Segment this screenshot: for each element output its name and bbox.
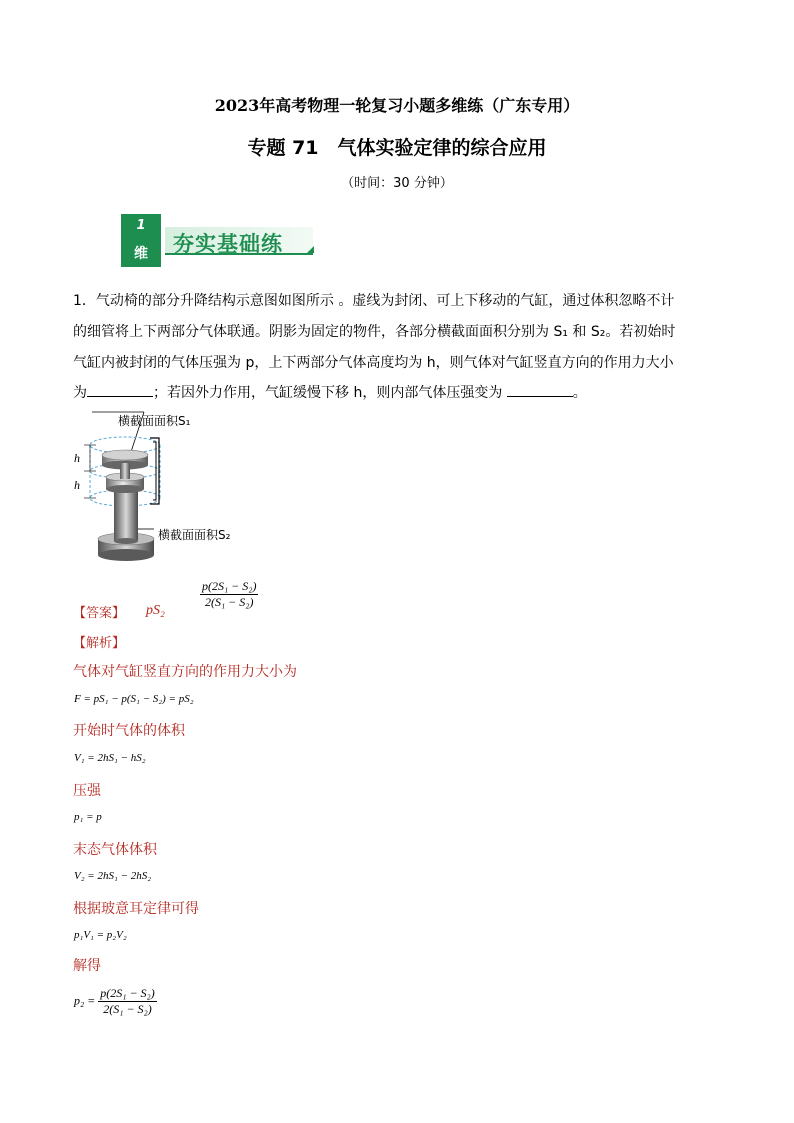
question-line-1: 1．气动椅的部分升降结构示意图如图所示 。虚线为封闭、可上下移动的气缸，通过体积忽略不计 — [73, 293, 675, 309]
analysis-eq-1: F = pS₁ − p(S₁ − S₂) = pS₂ — [74, 693, 194, 705]
chair-diagram — [70, 405, 270, 573]
answer-frac-numerator: p(2S₁ − S₂) — [202, 579, 257, 593]
h-label-bottom: h — [74, 478, 80, 492]
answer-value-2 — [200, 579, 258, 610]
analysis-eq-5: p₁V₁ = p₂V₂ — [74, 929, 127, 941]
banner-badge-number: 1 — [136, 218, 146, 233]
document-title: 2023年高考物理一轮复习小题多维练（广东专用） — [214, 96, 580, 115]
analysis-text-5: 根据玻意耳定律可得 — [73, 901, 199, 917]
analysis-eq-2: V₁ = 2hS₁ − hS₂ — [74, 752, 146, 764]
analysis-text-1: 气体对气缸竖直方向的作用力大小为 — [73, 664, 297, 680]
label-area-s2: 横截面面积S₂ — [158, 528, 231, 542]
section-banner — [121, 214, 316, 267]
question-line-2: 的细管将上下两部分气体联通。阴影为固定的物件，各部分横截面面积分别为 S₁ 和 S₂。若初始时 — [73, 324, 676, 340]
answer-blank-2 — [507, 382, 573, 397]
analysis-eq-4: V₂ = 2hS₁ − 2hS₂ — [74, 870, 152, 882]
analysis-eq-3: p₁ = p — [74, 811, 102, 823]
analysis-text-4: 末态气体体积 — [73, 842, 157, 858]
question-line-4a: 为 — [73, 385, 87, 401]
topic-title: 专题 71 气体实验定律的综合应用 — [247, 137, 547, 159]
analysis-text-3: 压强 — [73, 783, 101, 799]
answer-value-1: pS₂ — [146, 603, 165, 618]
chair-diagram-svg — [70, 405, 270, 573]
analysis-text-6: 解得 — [73, 958, 101, 974]
question-line-4b: ；若因外力作用，气缸缓慢下移 h，则内部气体压强变为 — [153, 385, 503, 401]
analysis-eq-6-denominator: 2(S₁ − S₂) — [103, 1002, 152, 1016]
answer-blank-1 — [87, 382, 153, 397]
analysis-eq-6 — [74, 986, 157, 1017]
answer-label: 【答案】 — [73, 606, 126, 621]
analysis-eq-6-numerator: p(2S₁ − S₂) — [100, 986, 155, 1000]
h-label-top: h — [74, 451, 80, 465]
analysis-eq-6-lhs: p₂ = — [74, 993, 96, 1008]
banner-badge-text: 维 — [134, 246, 148, 262]
banner-title: 夯实基础练 — [173, 232, 283, 256]
question-line-4c: 。 — [572, 385, 587, 401]
question-line-4 — [73, 382, 587, 404]
banner-corner-mark — [307, 246, 314, 253]
analysis-text-2: 开始时气体的体积 — [73, 723, 185, 739]
time-limit: （时间：30 分钟） — [341, 176, 453, 191]
label-area-s1: 横截面面积S₁ — [118, 414, 191, 428]
question-line-3: 气缸内被封闭的气体压强为 p，上下两部分气体高度均为 h，则气体对气缸竖直方向的作用力大小 — [73, 355, 674, 371]
answer-frac-denominator: 2(S₁ − S₂) — [205, 595, 254, 609]
analysis-label: 【解析】 — [73, 636, 126, 651]
